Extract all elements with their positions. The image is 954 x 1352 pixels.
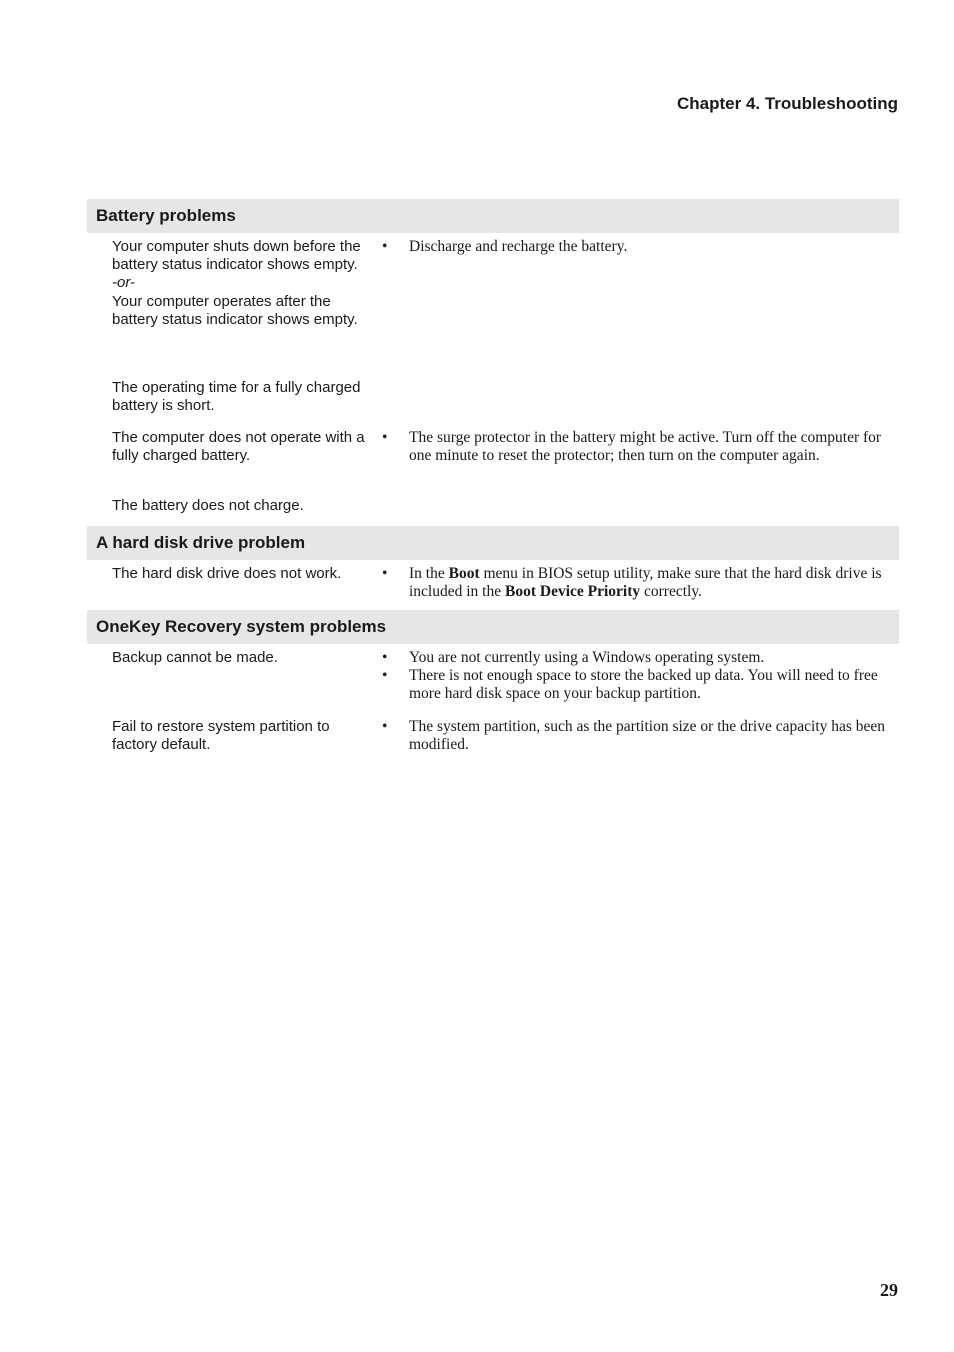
symptom-backup: Backup cannot be made. [112, 649, 278, 666]
section-heading-battery: Battery problems [87, 199, 899, 233]
section-heading-onekey: OneKey Recovery system problems [87, 610, 899, 644]
solution-item [382, 565, 892, 601]
text-run: correctly. [640, 583, 702, 601]
symptom-text: Your computer shuts down before the battery status indicator shows empty. [112, 238, 361, 274]
section-heading-hdd: A hard disk drive problem [87, 526, 899, 560]
chapter-heading: Chapter 4. Troubleshooting [676, 94, 898, 113]
solution-text: There is not enough space to store the backed up data. You will need to free more hard disk space on your backup partition. [409, 667, 878, 703]
solution-text: The surge protector in the battery might be active. Turn off the computer for one minute to reset the protector; then turn on the computer again. [409, 429, 882, 465]
solution-item [382, 667, 892, 703]
bullet-icon: • [382, 429, 388, 446]
solution-list [382, 429, 892, 465]
solution-text: The system partition, such as the partition size or the drive capacity has been modified. [409, 718, 886, 754]
symptom-text: Your computer operates after the battery status indicator shows empty. [112, 292, 358, 328]
solution-text: Discharge and recharge the battery. [409, 238, 628, 255]
solution-list [382, 565, 892, 601]
solution-item [382, 649, 892, 667]
symptom-no-charge: The battery does not charge. [112, 497, 304, 514]
symptom-restore: Fail to restore system partition to factory default. [112, 718, 330, 754]
text-run: menu in BIOS setup utility, make sure that the hard disk drive is included in the [409, 565, 882, 601]
solution-list [382, 238, 892, 256]
solution-item [382, 238, 892, 256]
solution-list [382, 649, 892, 704]
symptom-shutdown [112, 238, 370, 329]
bullet-icon: • [382, 667, 388, 685]
symptom-no-operate: The computer does not operate with a fully charged battery. [112, 429, 365, 465]
or-separator: -or- [112, 274, 136, 292]
symptom-hdd-not-work: The hard disk drive does not work. [112, 565, 342, 582]
symptom-operating-time: The operating time for a fully charged battery is short. [112, 379, 361, 415]
solution-list [382, 718, 892, 754]
page-number: 29 [880, 1280, 898, 1300]
text-run: In the [409, 565, 449, 582]
bullet-icon: • [382, 238, 388, 255]
solution-item [382, 718, 892, 754]
solution-text [409, 565, 892, 601]
solution-text: You are not currently using a Windows operating system. [409, 649, 765, 666]
bullet-icon: • [382, 718, 388, 735]
solution-item [382, 429, 892, 465]
boot-priority-term: Boot Device Priority [505, 583, 641, 601]
bullet-icon: • [382, 565, 388, 582]
boot-menu-term: Boot [448, 565, 480, 582]
bullet-icon: • [382, 649, 388, 666]
